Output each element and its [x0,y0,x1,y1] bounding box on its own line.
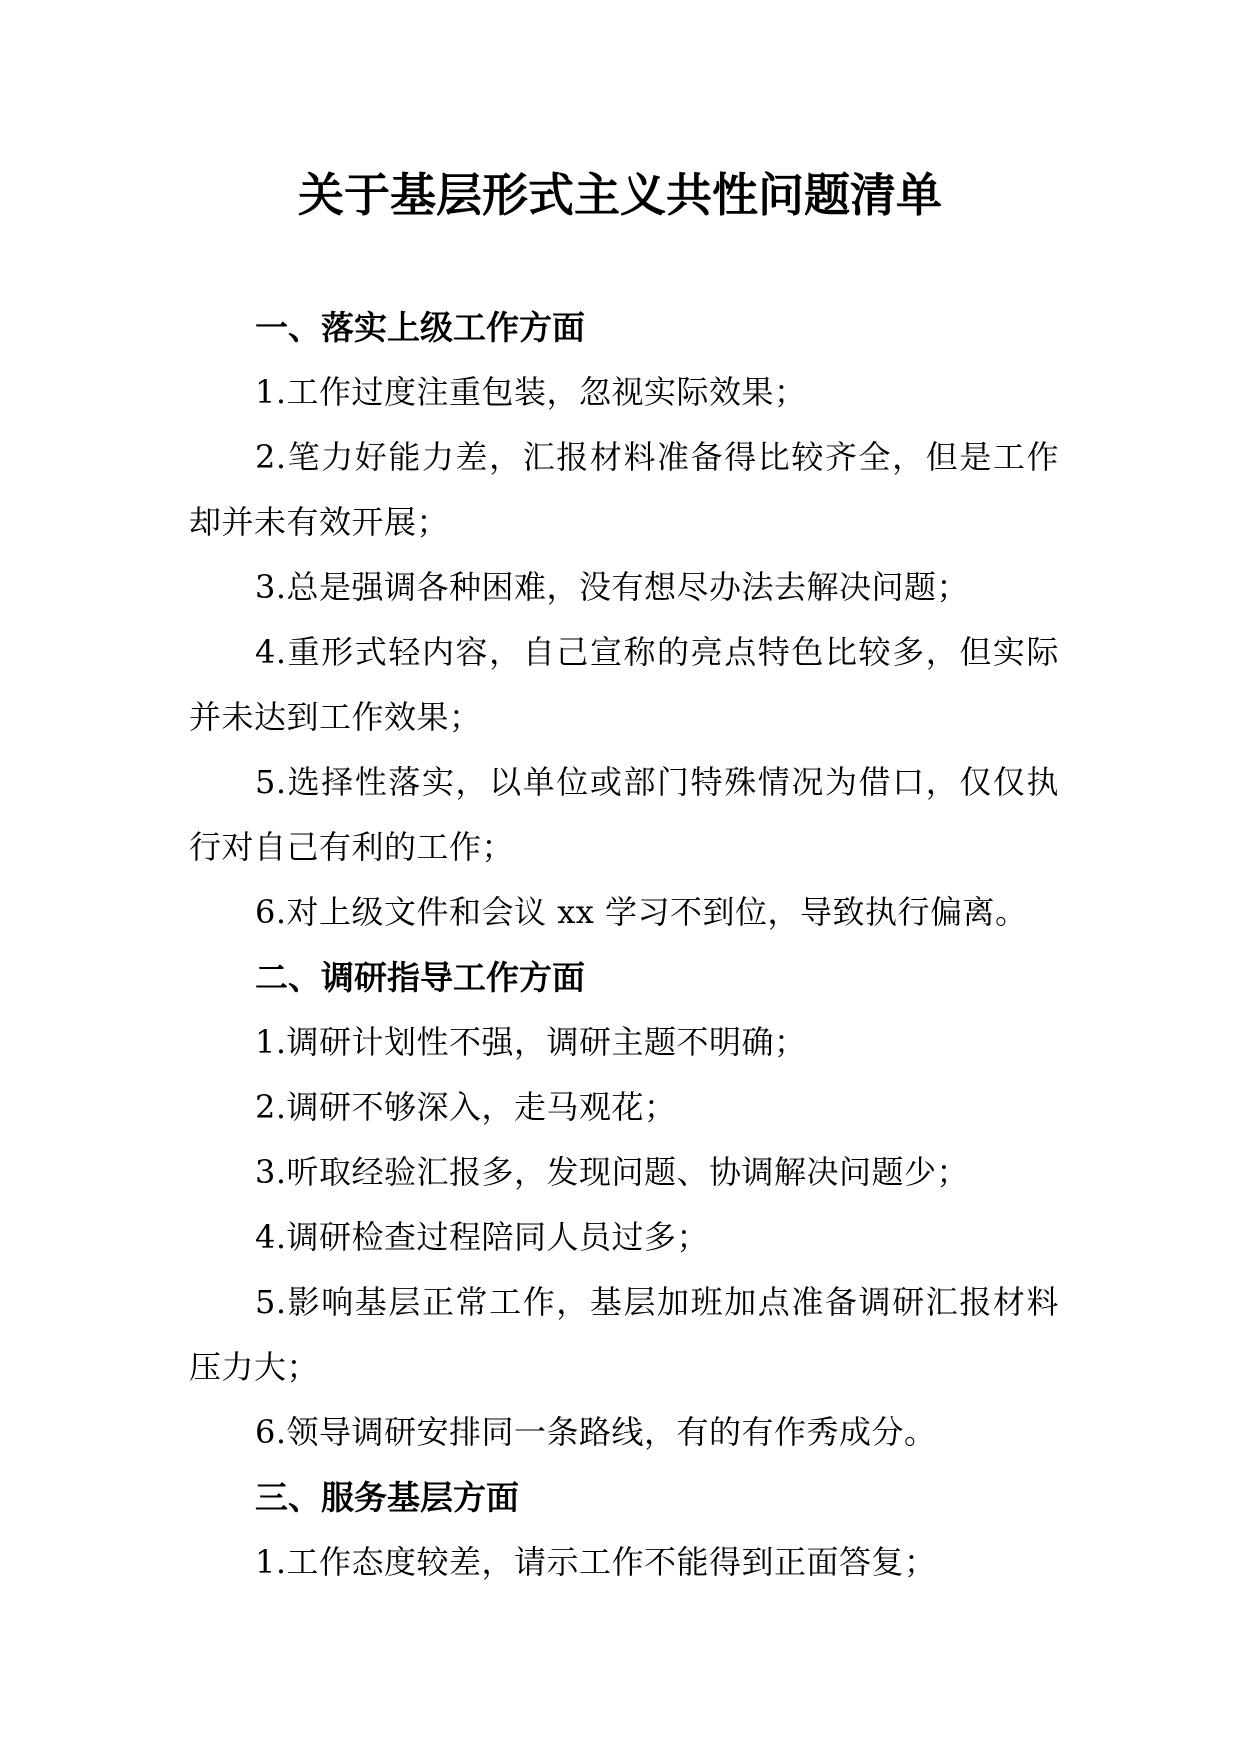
list-item: 4.调研检查过程陪同人员过多； [255,1218,710,1256]
list-item: 6.对上级文件和会议 xx 学习不到位，导致执行偏离。 [255,893,1028,931]
section-2 [189,945,1059,1465]
section-1 [189,295,1059,945]
section-3 [189,1465,1059,1595]
section-heading: 一、落实上级工作方面 [255,308,585,347]
list-item: 3.总是强调各种困难，没有想尽办法去解决问题； [255,568,970,606]
list-item: 5.选择性落实，以单位或部门特殊情况为借口，仅仅执行对自己有利的工作； [189,763,1059,866]
list-item: 4.重形式轻内容，自己宣称的亮点特色比较多，但实际并未达到工作效果； [189,633,1059,736]
list-item: 1.工作态度较差，请示工作不能得到正面答复； [255,1543,937,1581]
list-item: 1.工作过度注重包装，忽视实际效果； [255,373,807,411]
document-title: 关于基层形式主义共性问题清单 [298,168,942,222]
list-item: 5.影响基层正常工作，基层加班加点准备调研汇报材料压力大； [189,1283,1059,1386]
document-body [189,295,1059,1595]
list-item: 1.调研计划性不强，调研主题不明确； [255,1023,807,1061]
list-item: 2.调研不够深入，走马观花； [255,1088,677,1126]
section-heading: 三、服务基层方面 [255,1478,519,1517]
list-item: 3.听取经验汇报多，发现问题、协调解决问题少； [255,1153,970,1191]
list-item: 2.笔力好能力差，汇报材料准备得比较齐全，但是工作却并未有效开展； [189,438,1059,541]
section-heading: 二、调研指导工作方面 [255,958,585,997]
list-item: 6.领导调研安排同一条路线，有的有作秀成分。 [255,1413,937,1451]
